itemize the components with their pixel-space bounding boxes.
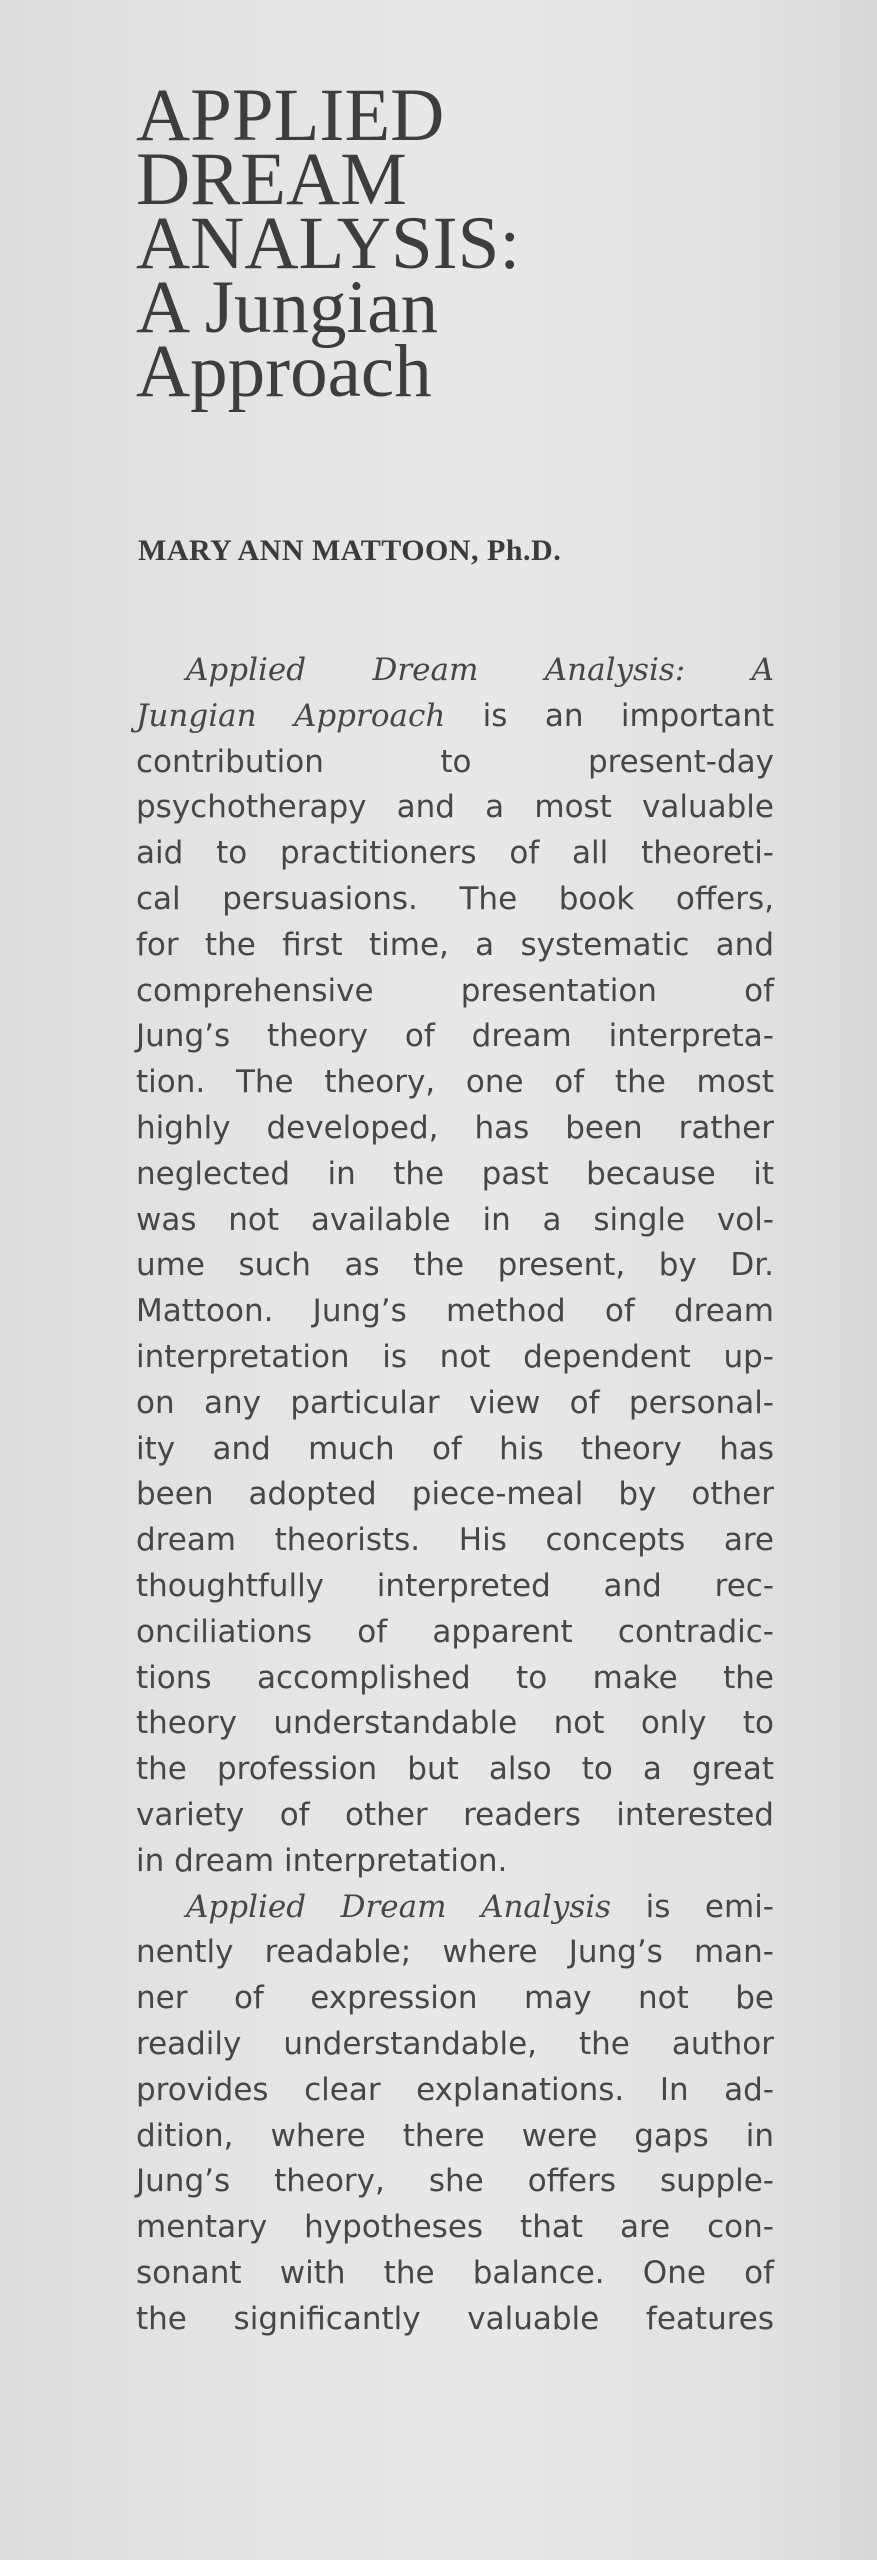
text-line: interpretation is not dependent up- [136, 1338, 774, 1375]
text-line: readily understandable, the author [136, 2025, 774, 2062]
book-title-italic: Applied Dream Analysis: A [186, 652, 774, 688]
text-line: on any particular view of personal- [136, 1384, 774, 1421]
text-line: dream theorists. His concepts are [136, 1522, 774, 1559]
text-line: variety of other readers interested [136, 1796, 774, 1833]
title-line: DREAM [136, 138, 407, 221]
text-line: psychotherapy and a most valuable [136, 789, 774, 826]
text-line: ity and much of his theory has [136, 1430, 774, 1467]
text-line: cal persuasions. The book offers, [136, 880, 774, 917]
text-line: Mattoon. Jung’s method of dream [136, 1293, 774, 1330]
text-line: highly developed, has been rather [136, 1109, 774, 1146]
title-line: ANALYSIS: [136, 202, 521, 285]
text-line: sonant with the balance. One of [136, 2254, 774, 2291]
text-line: mentary hypotheses that are con- [136, 2209, 774, 2246]
description-text [136, 648, 774, 2342]
text-line: tion. The theory, one of the most [136, 1064, 774, 1101]
text-line: provides clear explanations. In ad- [136, 2071, 774, 2108]
text-line: neglected in the past because it [136, 1155, 774, 1192]
text-line: Jung’s theory of dream interpreta- [136, 1018, 774, 1055]
text-line: nently readable; where Jung’s man- [136, 1934, 774, 1971]
text-line: tions accomplished to make the [136, 1659, 774, 1696]
text-line: Jung’s theory, she offers supple- [136, 2163, 774, 2200]
text-line: thoughtfully interpreted and rec- [136, 1567, 774, 1604]
text-line: for the first time, a systematic and [136, 926, 774, 963]
text-line: aid to practitioners of all theoreti- [136, 835, 774, 872]
text-line: ume such as the present, by Dr. [136, 1247, 774, 1284]
text-line: been adopted piece-meal by other [136, 1476, 774, 1513]
book-title [136, 74, 521, 413]
text-line: dition, where there were gaps in [136, 2117, 774, 2154]
text-fragment: is an important [445, 697, 774, 734]
text-line: ner of expression may not be [136, 1980, 774, 2017]
text-fragment: is emi- [611, 1888, 774, 1925]
text-line [136, 1885, 774, 1931]
text-line: theory understandable not only to [136, 1705, 774, 1742]
text-line: contribution to present-day [136, 743, 774, 780]
text-line [136, 648, 774, 694]
title-line: Approach [136, 330, 432, 413]
text-line: the significantly valuable features [136, 2300, 774, 2337]
text-line [136, 694, 774, 740]
text-line: onciliations of apparent contradic- [136, 1613, 774, 1650]
text-line: in dream interpretation. [136, 1842, 508, 1879]
title-line: APPLIED [136, 74, 445, 157]
text-line: was not available in a single vol- [136, 1201, 774, 1238]
text-line: comprehensive presentation of [136, 972, 774, 1009]
author-name: MARY ANN MATTOON, Ph.D. [138, 534, 562, 567]
book-title-italic: Jungian Approach [136, 697, 446, 734]
text-line: the profession but also to a great [136, 1751, 774, 1788]
book-title-italic: Applied Dream Analysis [186, 1888, 612, 1925]
title-line: A Jungian [136, 266, 439, 349]
